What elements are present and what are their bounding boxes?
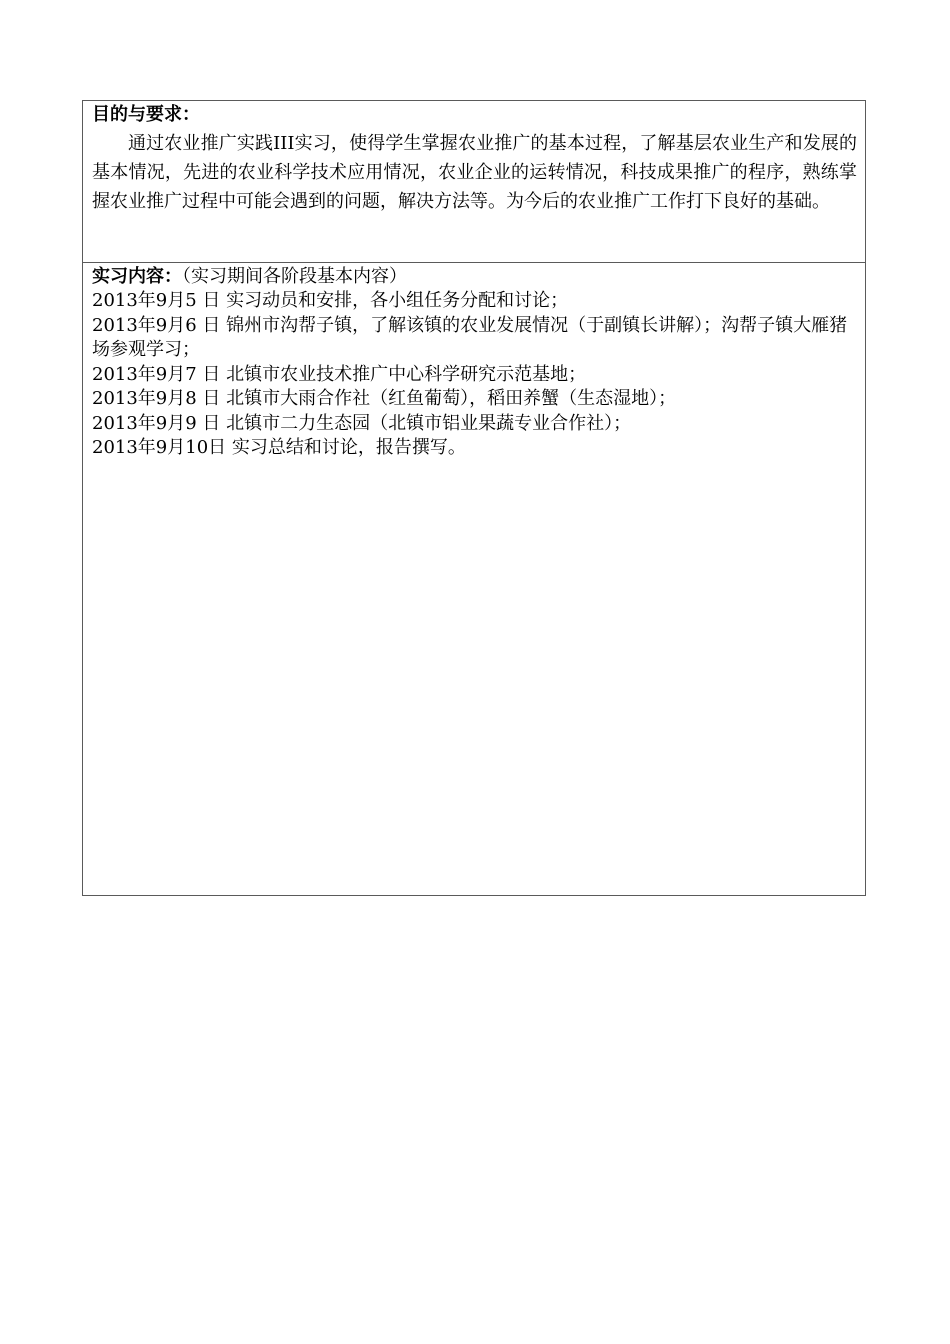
schedule-item: 2013年9月6 日 锦州市沟帮子镇，了解该镇的农业发展情况（于副镇长讲解）；沟帮子镇大雁猪场参观学习；	[92, 314, 848, 360]
schedule-list	[92, 289, 857, 461]
schedule-item: 2013年9月7 日 北镇市农业技术推广中心科学研究示范基地；	[92, 363, 587, 385]
purpose-paragraph: 通过农业推广实践III实习，使得学生掌握农业推广的基本过程，了解基层农业生产和发展的基本情况，先进的农业科学技术应用情况，农业企业的运转情况，科技成果推广的程序，熟练掌握农业推广过程中可能会遇到的问题，解决方法等。为今后的农业推广工作打下良好的基础。	[92, 133, 857, 212]
content-section	[83, 263, 865, 895]
purpose-heading: 目的与要求：	[92, 104, 200, 125]
content-heading: 实习内容：	[92, 266, 182, 287]
schedule-item: 2013年9月5 日 实习动员和安排，各小组任务分配和讨论；	[92, 290, 569, 311]
schedule-item: 2013年9月10日 实习总结和讨论，报告撰写。	[92, 437, 466, 458]
schedule-item: 2013年9月8 日 北镇市大雨合作社（红鱼葡萄），稻田养蟹（生态湿地）；	[92, 388, 677, 409]
content-heading-note: （实习期间各阶段基本内容）	[182, 266, 407, 287]
schedule-item: 2013年9月9 日 北镇市二力生态园（北镇市铝业果蔬专业合作社）；	[92, 412, 632, 434]
report-table	[82, 100, 866, 896]
content-heading-line	[92, 265, 857, 289]
purpose-section	[83, 101, 865, 263]
